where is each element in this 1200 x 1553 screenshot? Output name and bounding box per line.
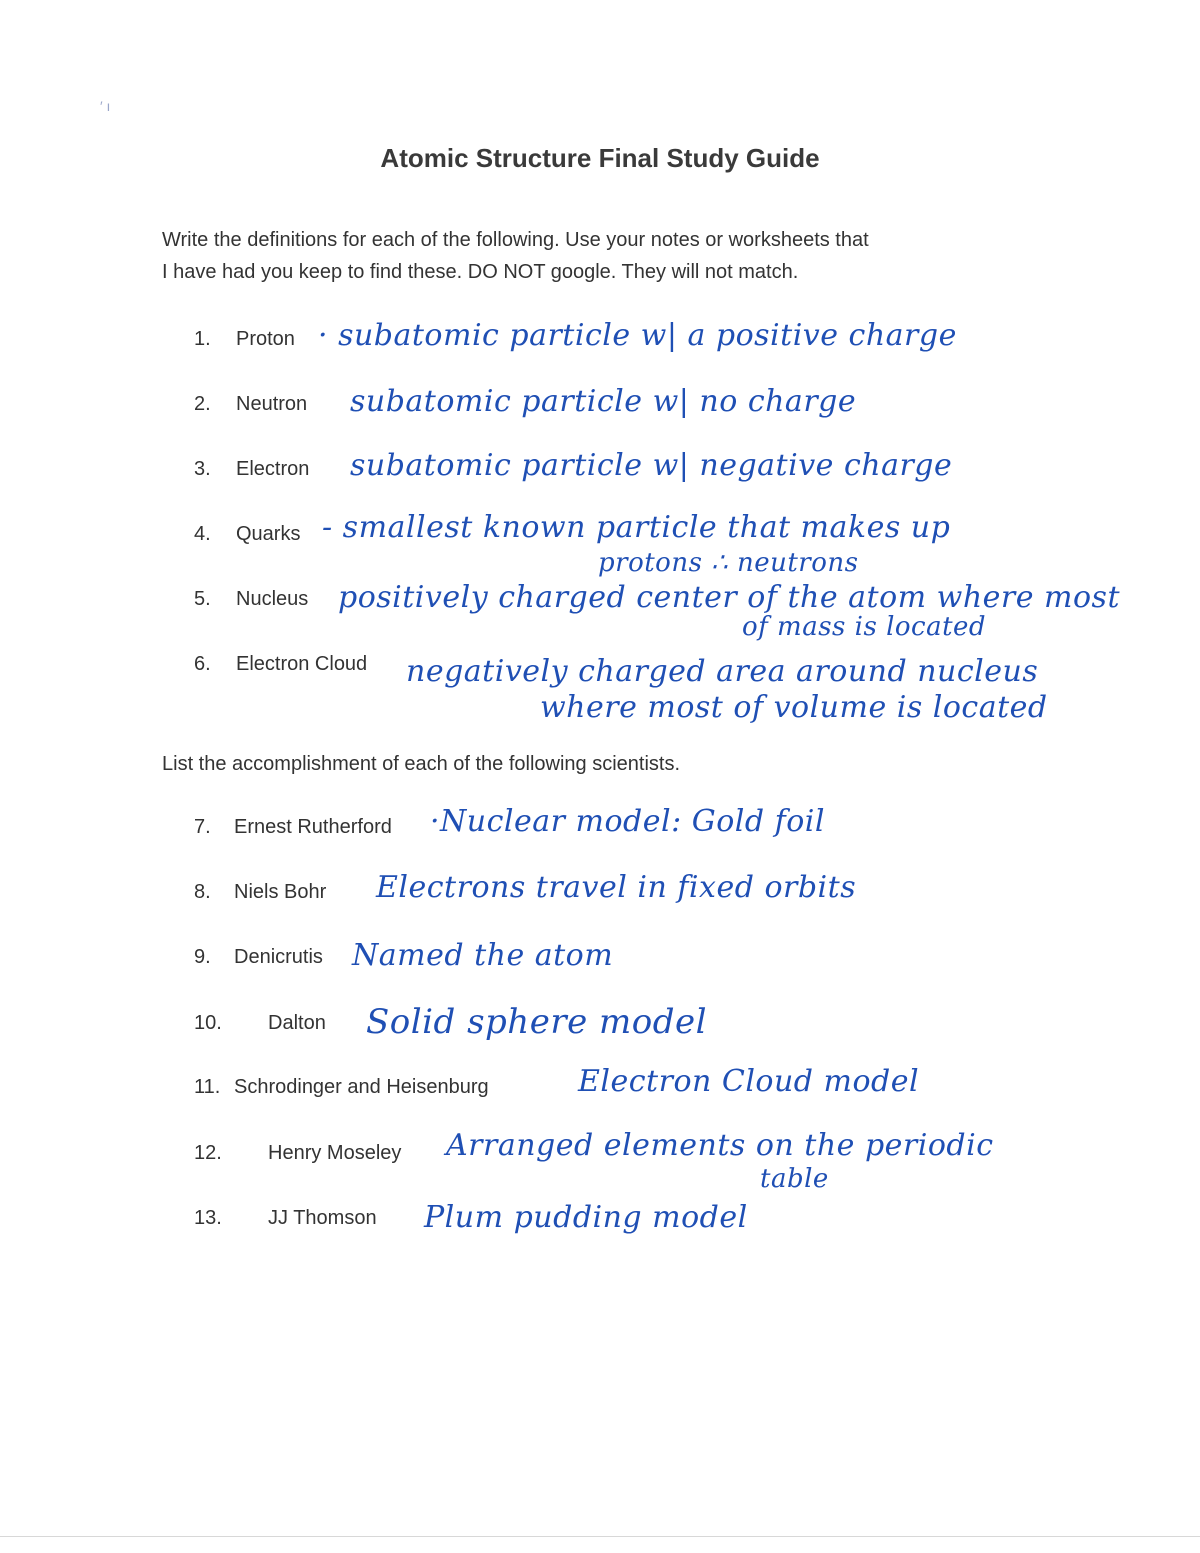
item-number: 12.: [194, 1142, 222, 1164]
term-label: Electron: [236, 458, 310, 480]
scientist-name: Schrodinger and Heisenburg: [234, 1076, 489, 1098]
item-number: 6.: [194, 653, 211, 675]
handwritten-answer: Arranged elements on the periodic: [446, 1128, 994, 1163]
scientist-name: Ernest Rutherford: [234, 816, 392, 838]
handwritten-answer: - smallest known particle that makes up: [322, 510, 951, 545]
definitions-instructions: [162, 224, 1062, 288]
term-label: Neutron: [236, 393, 308, 415]
scientist-name: Niels Bohr: [234, 881, 327, 903]
handwritten-answer: Electron Cloud model: [578, 1064, 920, 1099]
scientist-name: Dalton: [268, 1012, 326, 1034]
item-number: 1.: [194, 328, 211, 350]
handwritten-answer: Solid sphere model: [366, 1002, 707, 1042]
scientist-name: JJ Thomson: [268, 1207, 377, 1229]
instruction-line: I have had you keep to find these. DO NOT google. They will not match.: [162, 261, 799, 283]
scientists-instructions: List the accomplishment of each of the following scientists.: [162, 753, 681, 775]
item-number: 10.: [194, 1012, 222, 1034]
item-number: 8.: [194, 881, 211, 903]
scientist-name: Denicrutis: [234, 946, 323, 968]
instruction-line: Write the definitions for each of the following. Use your notes or worksheets that: [162, 229, 869, 251]
scan-speck: ′ ı: [100, 98, 111, 114]
item-number: 5.: [194, 588, 211, 610]
handwritten-answer: positively charged center of the atom where most: [338, 580, 1120, 615]
handwritten-answer-continued: table: [760, 1164, 829, 1194]
scientist-name: Henry Moseley: [268, 1142, 402, 1164]
term-label: Nucleus: [236, 588, 309, 610]
item-number: 4.: [194, 523, 211, 545]
term-label: Electron Cloud: [236, 653, 368, 675]
term-label: Quarks: [236, 523, 301, 545]
page-title: Atomic Structure Final Study Guide: [380, 143, 820, 173]
item-number: 2.: [194, 393, 211, 415]
handwritten-answer-continued: of mass is located: [742, 612, 987, 642]
handwritten-answer: · subatomic particle w| a positive charge: [318, 318, 957, 353]
handwritten-answer: Plum pudding model: [424, 1200, 748, 1235]
item-number: 9.: [194, 946, 211, 968]
item-number: 11.: [194, 1076, 221, 1098]
handwritten-answer: Named the atom: [352, 938, 614, 973]
handwritten-answer-continued: protons ∴ neutrons: [598, 548, 859, 578]
handwritten-answer: subatomic particle w| no charge: [350, 384, 857, 419]
handwritten-answer: negatively charged area around nucleus: [406, 654, 1039, 689]
handwritten-answer: ·Nuclear model: Gold foil: [430, 804, 825, 839]
item-number: 3.: [194, 458, 211, 480]
handwritten-answer: subatomic particle w| negative charge: [350, 448, 953, 483]
term-label: Proton: [236, 328, 295, 350]
handwritten-answer-continued: where most of volume is located: [540, 690, 1048, 725]
handwritten-answer: Electrons travel in fixed orbits: [376, 870, 857, 905]
item-number: 7.: [194, 816, 211, 838]
item-number: 13.: [194, 1207, 222, 1229]
scan-edge-line: [0, 1536, 1200, 1537]
